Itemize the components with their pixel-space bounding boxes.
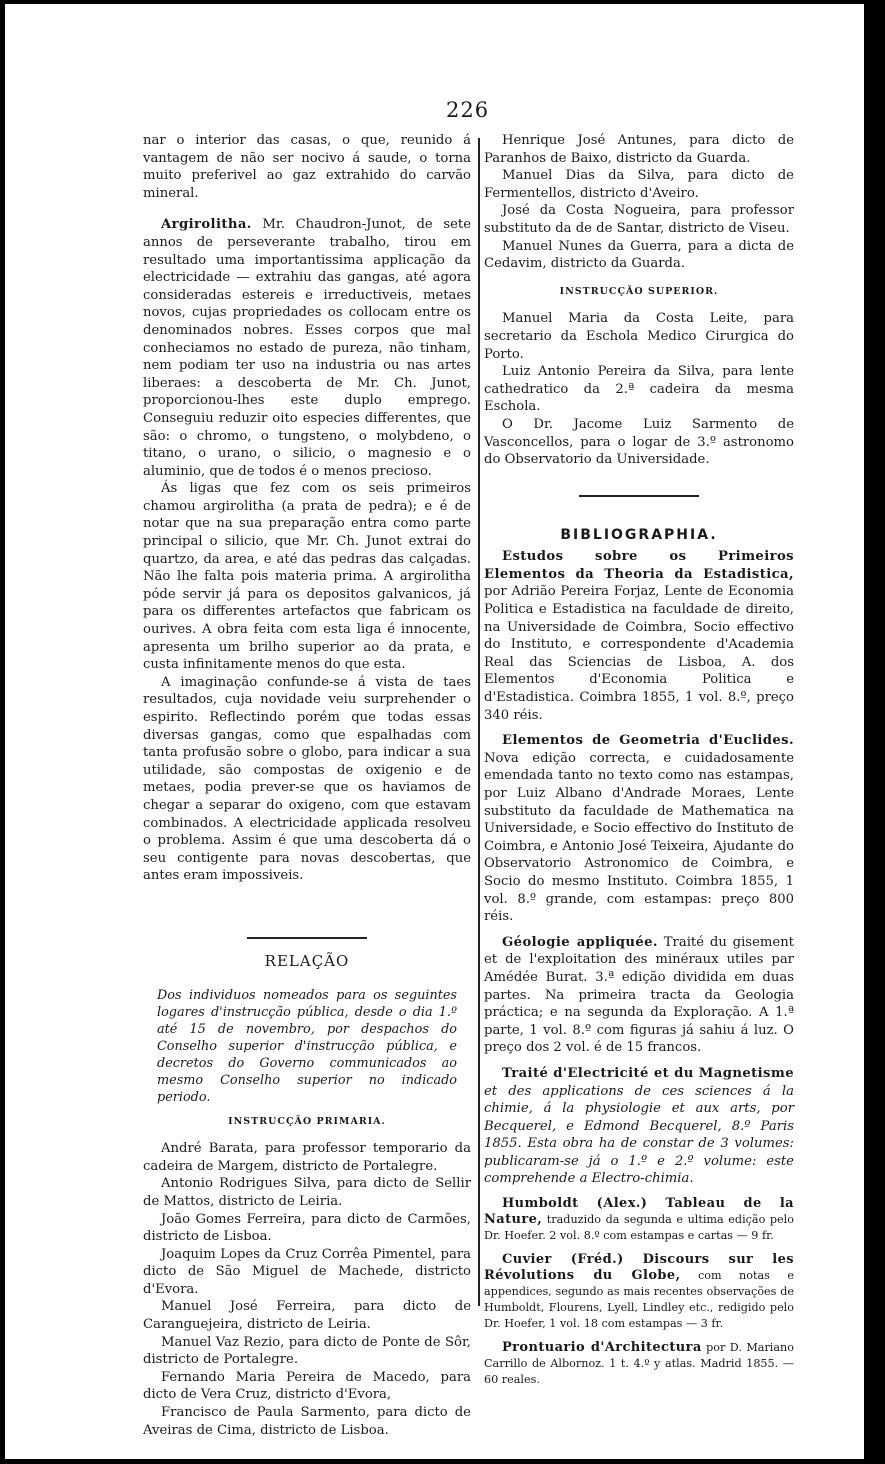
bibliography-entry <box>484 1065 794 1188</box>
bibliography-title: Cuvier (Fréd.) Discours sur les Révolutions du Globe, <box>484 1252 794 1284</box>
appointment-item: Henrique José Antunes, para dicto de Paranhos de Baixo, districto da Guarda. <box>484 133 794 166</box>
appointment-item: Fernando Maria Pereira de Macedo, para dicto de Vera Cruz, districto d'Evora, <box>143 1369 471 1403</box>
bibliography-title: Géologie appliquée. <box>502 934 658 950</box>
bibliography-entry <box>484 1196 794 1244</box>
appointment-item: Manuel José Ferreira, para dicto de Caranguejeira, districto de Leiria. <box>143 1299 471 1333</box>
left-column <box>143 132 471 1439</box>
relacao-intro: Dos individuos nomeados para os seguintes logares d'instrucção pública, desde o dia 1.º até 15 de novembro, por despachos do Conselho superior d'instrucção pública, e decretos do Governo communicados ao mesmo Conselho superior no indicado periodo. <box>157 987 457 1105</box>
relacao-title: RELAÇÃO <box>264 951 350 970</box>
bibliography-entry <box>484 1252 794 1332</box>
scan-border-left <box>0 0 5 1464</box>
bibliography-title: Humboldt (Alex.) Tableau de la Nature, <box>484 1196 794 1228</box>
bibliography-entry <box>484 1340 794 1388</box>
bibliography-body: por Adrião Pereira Forjaz, Lente de Economia Politica e Estadistica na faculdade de direito, na Universidade de Coimbra, Socio effectivo do Instituto, e correspondente d'Academia Real das Sciencias de Lisboa, A. dos Elementos d'Economia Politica e d'Estadistica. Coimbra 1855, 1 vol. 8.º, preço 340 réis. <box>484 584 794 723</box>
appointment-item: Antonio Rodrigues Silva, para dicto de Sellir de Mattos, districto de Leiria. <box>143 1176 471 1209</box>
argirolitha-text: Mr. Chaudron-Junot, de sete annos de perseverante trabalho, tirou em resultado uma importantissima applicação da electricidade — extrahiu das gangas, até agora consideradas estereis e irreductiveis, metaes novos, cujas propriedades os collocam entre os denominados nobres. Esses corpos que mal conheciamos no estado de pureza, não tinham, nem podiam ter uso na industria ou nas artes liberaes: a descoberta de Mr. Ch. Junot, proporcionou-lhes este duplo emprego. Conseguiu reduzir oito especies differentes, que são: o chromo, o tungsteno, o molybdeno, o titano, o urano, o silicio, o magnesio e o aluminio, que de todos é o menos precioso. <box>143 217 472 479</box>
appointment-item: José da Costa Nogueira, para professor substituto da de de Santar, districto de Viseu. <box>484 203 794 236</box>
bibliography-title: Traité d'Electricité et du Magnetisme <box>502 1065 794 1081</box>
section-rule <box>247 937 367 939</box>
appointment-item: André Barata, para professor temporario da cadeira de Margem, districto de Portalegre. <box>143 1141 471 1174</box>
right-column <box>484 132 794 1388</box>
bibliography-body: com notas e appendices, segundo as mais recentes observações de Humboldt, Flourens, Lyell, Lindley etc., redigido pelo Dr. Hoefer, 1 vol. 18 com estampas — 3 fr. <box>484 1269 794 1331</box>
argirolitha-term: Argirolitha. <box>161 217 252 233</box>
bibliography-entry <box>484 732 794 926</box>
superior-appointment: Luiz Antonio Pereira da Silva, para lente cathedratico da 2.ª cadeira da mesma Eschola. <box>484 364 794 415</box>
bibliographia-title: BIBLIOGRAPHIA. <box>560 526 718 543</box>
scan-border-bottom <box>0 1459 885 1464</box>
bibliography-title: Prontuario d'Architectura <box>502 1340 702 1356</box>
superior-appointment: O Dr. Jacome Luiz Sarmento de Vasconcellos, para o logar de 3.º astronomo do Observatorio da Universidade. <box>484 416 794 468</box>
bibliography-entry <box>484 934 794 1057</box>
appointment-item: João Gomes Ferreira, para dicto de Carmões, districto de Lisboa. <box>143 1211 471 1245</box>
continuation-paragraph: nar o interior das casas, o que, reunido á vantagem de não ser nocivo á saude, o torna muito preferivel ao gaz extrahido do carvão mineral. <box>143 133 471 201</box>
ligas-paragraph: Ás ligas que fez com os seis primeiros chamou argirolitha (a prata de pedra); e é de notar que na sua preparação entra como parte principal o silicio, que Mr. Ch. Junot extrai do quartzo, da area, e até das pedras das calçadas. Não lhe falta pois materia prima. A argirolitha póde servir já para os depositos galvanicos, já para os differentes artefactos que fabricam os ourives. A obra feita com esta liga é innocente, apresenta um brilho superior ao da prata, e custa infinitamente menos do que esta. <box>143 481 471 673</box>
superior-appointment: Manuel Maria da Costa Leite, para secretario da Eschola Medico Cirurgica do Porto. <box>484 311 794 362</box>
bibliography-title: Estudos sobre os Primeiros Elementos da Theoria da Estadistica, <box>484 549 794 582</box>
column-divider <box>478 138 480 1306</box>
appointment-item: Joaquim Lopes da Cruz Corrêa Pimentel, para dicto de São Miguel de Machede, districto d'Evora. <box>143 1246 471 1297</box>
superior-heading: INSTRUCÇÃO SUPERIOR. <box>559 285 719 297</box>
page-number: 226 <box>446 98 490 122</box>
scan-border-right <box>864 0 885 1464</box>
bibliography-body: Nova edição correcta, e cuidadosamente emendada tanto no texto como nas estampas, por Luiz Albano d'Andrade Moraes, Lente substituto da faculdade de Mathematica na Universidade, e Socio effectivo do Instituto de Coimbra, e Antonio José Teixeira, Ajudante do Observatorio Astronomico de Coimbra, e Socio do mesmo Instituto. Coimbra 1855, 1 vol. 8.º grande, com estampas: preço 800 réis. <box>484 750 794 925</box>
bibliography-entry <box>484 548 794 724</box>
primaria-heading: INSTRUCÇÃO PRIMARIA. <box>228 1115 386 1127</box>
appointment-item: Manuel Vaz Rezio, para dicto de Ponte de Sôr, districto de Portalegre. <box>143 1334 471 1368</box>
bibliography-body: por D. Mariano Carrillo de Albornoz. 1 t. 4.º y atlas. Madrid 1855. — 60 reales. <box>484 1341 794 1387</box>
bibliography-body: traduzido da segunda e ultima edição pelo Dr. Hoefer. 2 vol. 8.º com estampas e cartas — 9 fr. <box>484 1213 794 1243</box>
bibliography-title: Elementos de Geometria d'Euclides. <box>502 733 794 749</box>
imaginacao-paragraph: A imaginação confunde-se á vista de taes resultados, cuja novidade veiu surprehender o espirito. Reflectindo porém que todas essas diversas gangas, como que espalhadas com tanta profusão sobre o globo, para indicar a sua utilidade, são compostas de oxigenio e de metaes, podia prever-se que os haviamos de chegar a separar do oxigeno, com que estavam combinados. A electricidade applicada resolveu o problema. Assim é que uma descoberta dá o seu contigente para novas descobertas, que antes eram impossiveis. <box>143 674 471 884</box>
appointment-item: Francisco de Paula Sarmento, para dicto de Aveiras de Cima, districto de Lisboa. <box>143 1405 471 1438</box>
bibliography-body: et des applications de ces sciences á la chimie, á la physiologie et aux arts, por Becquerel, e Edmond Becquerel, 8.º Paris 1855. Esta obra ha de constar de 3 volumes: publicaram-se já o 1.º e 2.º volume: este comprehende a Electro-chimia. <box>484 1083 794 1187</box>
section-rule <box>579 495 699 497</box>
argirolitha-paragraph <box>143 216 471 480</box>
bibliography-body: Traité du gisement et de l'exploitation des minéraux utiles par Amédée Burat. 3.ª edição dividida em duas partes. Na primeira tracta da Geologia práctica; e na segunda da Exploração. A 1.ª parte, 1 vol. 8.º com figuras já sahiu á luz. O preço dos 2 vol. é de 15 francos. <box>484 934 794 1056</box>
scan-border-top <box>0 0 885 4</box>
appointment-item: Manuel Dias da Silva, para dicto de Fermentellos, districto d'Aveiro. <box>484 168 794 201</box>
appointment-item: Manuel Nunes da Guerra, para a dicta de Cedavim, districto da Guarda. <box>484 238 794 272</box>
